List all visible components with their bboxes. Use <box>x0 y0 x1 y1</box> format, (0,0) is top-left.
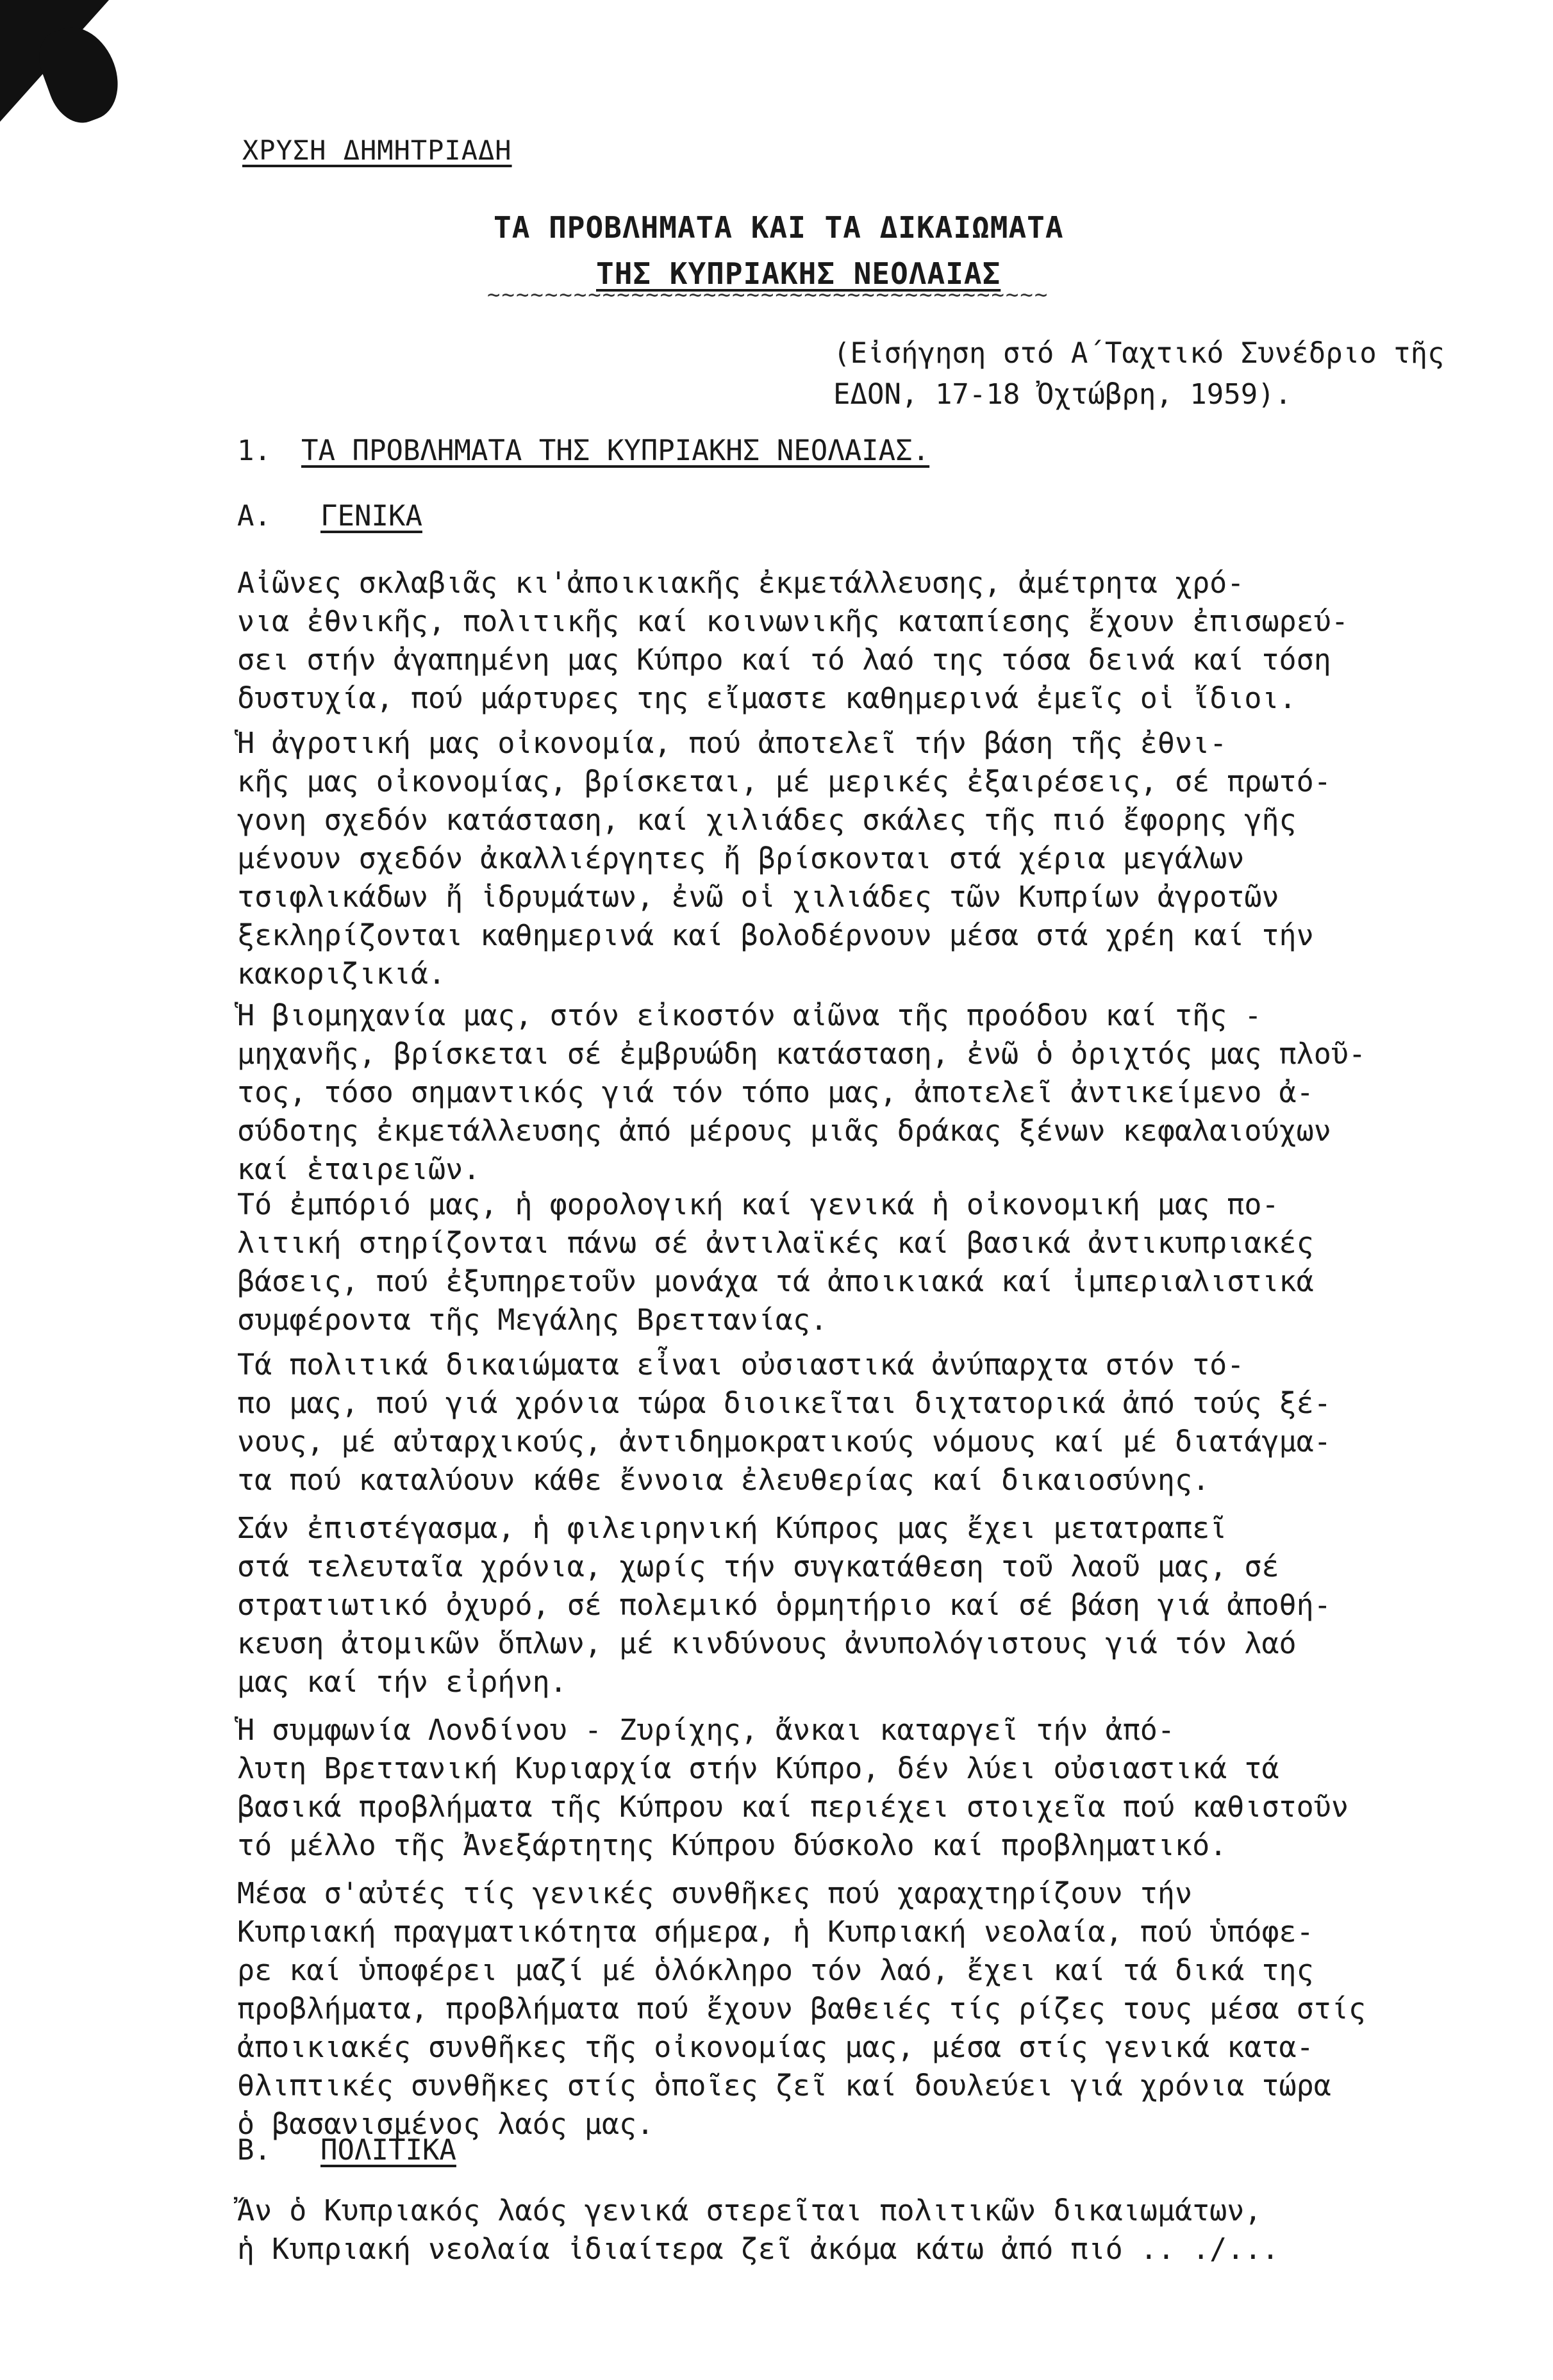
section-a-title: ΓΕΝΙΚΑ <box>320 500 422 533</box>
paragraph: Σάν ἐπιστέγασμα, ἡ φιλειρηνική Κύπρος μας ἔχει μετατραπεῖ στά τελευταῖα χρόνια, χωρίς τήν συγκατάθεση τοῦ λαοῦ μας, σέ στρατιωτικό ὀχυρό, σέ πολεμικό ὁρμητήριο καί σέ βάση γιά ἀποθή- κευση ἀτομικῶν ὅπλων, μέ κινδύνους ἀνυπολόγιστους γιά τόν λαό μας καί τήν εἰρήνη. <box>237 1511 1331 1699</box>
paragraph: Ἡ ἀγροτική μας οἰκονομία, πού ἀποτελεῖ τήν βάση τῆς ἐθνι- κῆς μας οἰκονομίας, βρίσκεται, μέ μερικές ἐξαιρέσεις, σέ πρωτό- γονη σχεδόν κατάσταση, καί χιλιάδες σκάλες τῆς πιό ἔφορης γῆς μένουν σχεδόν ἀκαλλιέργητες ἤ βρίσκονται στά χέρια μεγάλων τσιφλικάδων ἤ ἱδρυμάτων, ἐνῶ οἱ χιλιάδες τῶν Κυπρίων ἀγροτῶν ξεκληρίζονται καθημερινά καί βολοδέρνουν μέσα στά χρέη καί τήν κακοριζικιά. <box>237 726 1331 991</box>
presentation-note: (Εἰσήγηση στό Α΄Ταχτικό Συνέδριο τῆς ΕΔΟΝ, 17-18 Ὀχτώβρη, 1959). <box>833 337 1445 411</box>
paragraph: Ἡ βιομηχανία μας, στόν εἰκοστόν αἰῶνα τῆς προόδου καί τῆς - μηχανῆς, βρίσκεται σέ ἐμβρυώδη κατάσταση, ἐνῶ ὁ ὀριχτός μας πλοῦ- τος, τόσο σημαντικός γιά τόν τόπο μας, ἀποτελεῖ ἀντικείμενο ἀ- σύδοτης ἐκμετάλλευσης ἀπό μέρους μιᾶς δράκας ξένων κεφαλαιούχων καί ἑταιρειῶν. <box>237 998 1366 1186</box>
section-a-number: Α. <box>237 500 271 533</box>
author-name: ΧΡΥΣΗ ΔΗΜΗΤΡΙΑΔΗ <box>242 135 512 166</box>
section-b-heading <box>237 2134 456 2167</box>
document-title-line1: ΤΑ ΠΡΟΒΛΗΜΑΤΑ ΚΑΙ ΤΑ ΔΙΚΑΙΩΜΑΤΑ <box>494 210 1064 245</box>
section-a-heading <box>237 500 422 533</box>
section-1-title: ΤΑ ΠΡΟΒΛΗΜΑΤΑ ΤΗΣ ΚΥΠΡΙΑΚΗΣ ΝΕΟΛΑΙΑΣ. <box>301 434 930 467</box>
paragraph: Ἡ συμφωνία Λονδίνου - Ζυρίχης, ἄνκαι καταργεῖ τήν ἀπό- λυτη Βρεττανική Κυριαρχία στήν Κύπρο, δέν λύει οὐσιαστικά τά βασικά προβλήματα τῆς Κύπρου καί περιέχει στοιχεῖα πού καθιστοῦν τό μέλλο τῆς Ἀνεξάρτητης Κύπρου δύσκολο καί προβληματικό. <box>237 1713 1349 1862</box>
section-1-heading <box>237 434 929 467</box>
paragraph: Αἰῶνες σκλαβιᾶς κι'ἀποικιακῆς ἐκμετάλλευσης, ἀμέτρητα χρό- νια ἐθνικῆς, πολιτικῆς καί κοινωνικῆς καταπίεσης ἔχουν ἐπισωρεύ- σει στήν ἀγαπημένη μας Κύπρο καί τό λαό της τόσα δεινά καί τόση δυστυχία, πού μάρτυρες της εἴμαστε καθημερινά ἐμεῖς οἱ ἴδιοι. <box>237 566 1349 715</box>
paragraph: Μέσα σ'αὐτές τίς γενικές συνθῆκες πού χαραχτηρίζουν τήν Κυπριακή πραγματικότητα σήμερα, ἡ Κυπριακή νεολαία, πού ὑπόφε- ρε καί ὑποφέρει μαζί μέ ὁλόκληρο τόν λαό, ἔχει καί τά δικά της προβλήματα, προβλήματα πού ἔχουν βαθειές τίς ρίζες τους μέσα στίς ἀποικιακές συνθῆκες τῆς οἰκονομίας μας, μέσα στίς γενικά κατα- θλιπτικές συνθῆκες στίς ὁποῖες ζεῖ καί δουλεύει γιά χρόνια τώρα ὁ βασανισμένος λαός μας. <box>237 1876 1366 2141</box>
document-title-line2: ΤΗΣ ΚΥΠΡΙΑΚΗΣ ΝΕΟΛΑΙΑΣ <box>596 256 1001 291</box>
section-b-number: Β. <box>237 2134 271 2167</box>
section-b-title: ΠΟΛΙΤΙΚΑ <box>320 2134 456 2167</box>
section-1-number: 1. <box>237 434 271 467</box>
title-tilde-rule: ~~~~~~~~~~~~~~~~~~~~~~~~~~~~~~~~~~~~~~~ <box>487 282 1049 308</box>
paragraph: Ἄν ὁ Κυπριακός λαός γενικά στερεῖται πολιτικῶν δικαιωμάτων, ἡ Κυπριακή νεολαία ἰδιαίτερα ζεῖ ἀκόμα κάτω ἀπό πιό .. ./... <box>237 2194 1279 2266</box>
paragraph: Τά πολιτικά δικαιώματα εἶναι οὐσιαστικά ἀνύπαρχτα στόν τό- πο μας, πού γιά χρόνια τώρα διοικεῖται διχτατορικά ἀπό τούς ξέ- νους, μέ αὐταρχικούς, ἀντιδημοκρατικούς νόμους καί μέ διατάγμα- τα πού καταλύουν κάθε ἔννοια ἐλευθερίας καί δικαιοσύνης. <box>237 1348 1331 1497</box>
paragraph: Τό ἐμπόριό μας, ἡ φορολογική καί γενικά ἡ οἰκονομική μας πο- λιτική στηρίζονται πάνω σέ ἀντιλαϊκές καί βασικά ἀντικυπριακές βάσεις, πού ἐξυπηρετοῦν μονάχα τά ἀποικιακά καί ἰμπεριαλιστικά συμφέροντα τῆς Μεγάλης Βρεττανίας. <box>237 1187 1314 1337</box>
